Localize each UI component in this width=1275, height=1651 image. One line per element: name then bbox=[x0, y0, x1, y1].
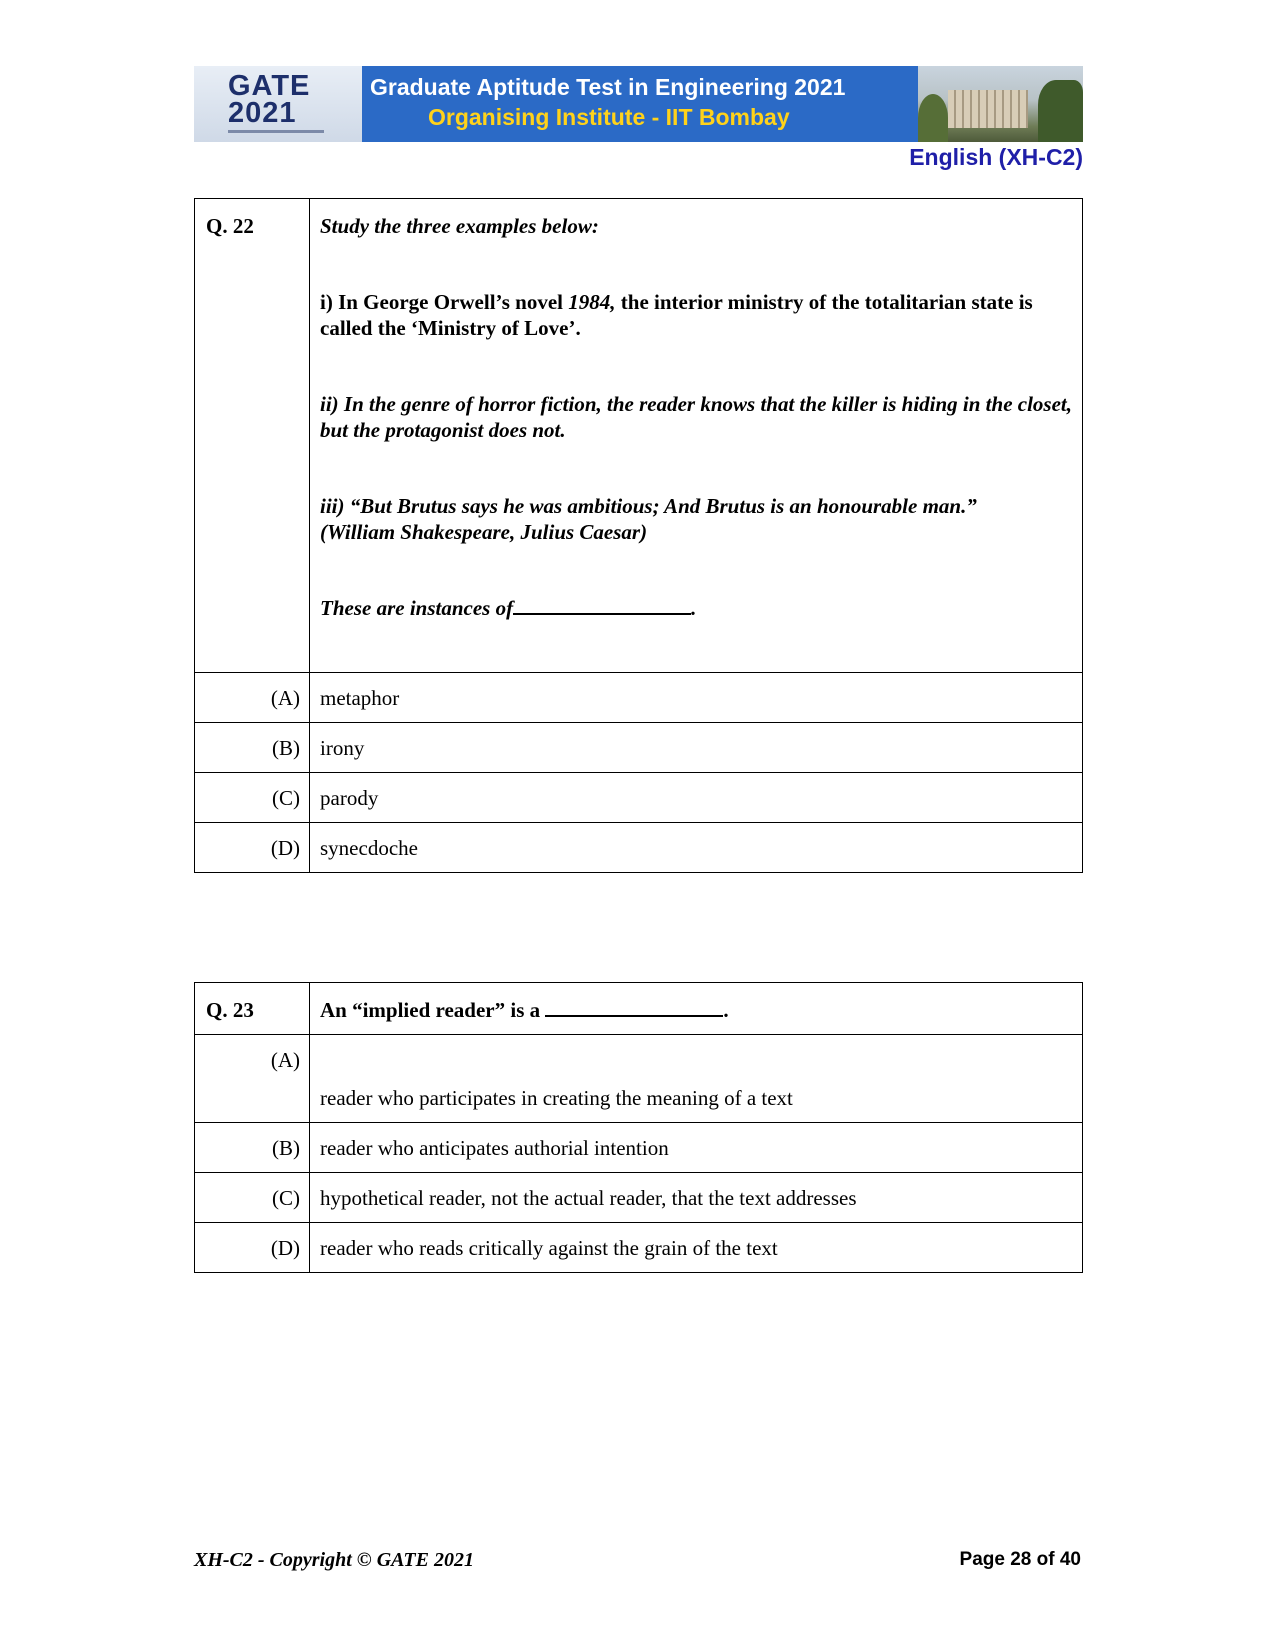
example-3-citation: (William Shakespeare, Julius Caesar) bbox=[320, 520, 648, 544]
example-1-post: the interior ministry of the totalitarian state is called the ‘Ministry of Love’. bbox=[320, 290, 1033, 340]
option-letter: (C) bbox=[195, 1173, 310, 1223]
stem-text: An “implied reader” is a bbox=[320, 998, 541, 1022]
prompt-end: . bbox=[691, 596, 697, 620]
gate-logo bbox=[194, 66, 362, 142]
photo-tree bbox=[1038, 80, 1083, 142]
logo-year: 2021 bbox=[228, 97, 297, 129]
footer-copyright: XH-C2 - Copyright © GATE 2021 bbox=[194, 1549, 474, 1571]
header-banner bbox=[194, 66, 1083, 142]
banner-title: Graduate Aptitude Test in Engineering 2021 bbox=[370, 74, 846, 100]
example-3-quote: iii) “But Brutus says he was ambitious; And Brutus is an honourable man.” bbox=[320, 494, 977, 518]
option-row[interactable] bbox=[195, 673, 1083, 723]
photo-tree bbox=[918, 94, 948, 142]
example-1 bbox=[320, 289, 1072, 341]
option-row[interactable] bbox=[195, 723, 1083, 773]
option-letter: (B) bbox=[195, 723, 310, 773]
banner-title-box bbox=[362, 66, 918, 142]
campus-photo bbox=[918, 66, 1083, 142]
logo-strip bbox=[228, 130, 324, 133]
footer-page-number: Page 28 of 40 bbox=[959, 1549, 1081, 1570]
option-row[interactable] bbox=[195, 1173, 1083, 1223]
question-23-table bbox=[194, 982, 1083, 1273]
option-row[interactable] bbox=[195, 773, 1083, 823]
option-text: irony bbox=[310, 723, 1083, 773]
option-row[interactable] bbox=[195, 823, 1083, 873]
photo-building bbox=[948, 90, 1028, 128]
option-letter: (A) bbox=[195, 1035, 310, 1123]
example-3 bbox=[320, 493, 1072, 545]
question-22-table bbox=[194, 198, 1083, 873]
question-number: Q. 23 bbox=[195, 983, 310, 1035]
stem-end: . bbox=[723, 998, 729, 1022]
option-letter: (D) bbox=[195, 1223, 310, 1273]
option-text: metaphor bbox=[310, 673, 1083, 723]
example-1-pre: i) In George Orwell’s novel bbox=[320, 290, 569, 314]
example-2: ii) In the genre of horror fiction, the reader knows that the killer is hiding in the closet, but the protagonist does not. bbox=[320, 392, 1073, 442]
option-text: parody bbox=[310, 773, 1083, 823]
option-row[interactable] bbox=[195, 1123, 1083, 1173]
question-prompt bbox=[320, 595, 1072, 621]
option-text: synecdoche bbox=[310, 823, 1083, 873]
prompt-text: These are instances of bbox=[320, 596, 514, 620]
option-letter: (D) bbox=[195, 823, 310, 873]
answer-blank bbox=[513, 595, 691, 615]
logo-word: GATE bbox=[228, 70, 311, 102]
option-letter: (C) bbox=[195, 773, 310, 823]
option-letter: (B) bbox=[195, 1123, 310, 1173]
question-instruction: Study the three examples below: bbox=[320, 214, 599, 238]
option-text: hypothetical reader, not the actual reader, that the text addresses bbox=[310, 1173, 1083, 1223]
option-text: reader who reads critically against the grain of the text bbox=[310, 1223, 1083, 1273]
question-stem bbox=[310, 199, 1083, 673]
option-text: reader who participates in creating the meaning of a text bbox=[310, 1035, 1083, 1123]
option-row[interactable] bbox=[195, 1035, 1083, 1123]
answer-blank bbox=[545, 997, 723, 1017]
question-stem bbox=[310, 983, 1083, 1035]
option-letter: (A) bbox=[195, 673, 310, 723]
subject-label: English (XH-C2) bbox=[909, 144, 1083, 170]
option-row[interactable] bbox=[195, 1223, 1083, 1273]
example-1-title: 1984, bbox=[568, 290, 616, 314]
question-number: Q. 22 bbox=[195, 199, 310, 673]
banner-subtitle: Organising Institute - IIT Bombay bbox=[428, 104, 790, 130]
option-text: reader who anticipates authorial intention bbox=[310, 1123, 1083, 1173]
